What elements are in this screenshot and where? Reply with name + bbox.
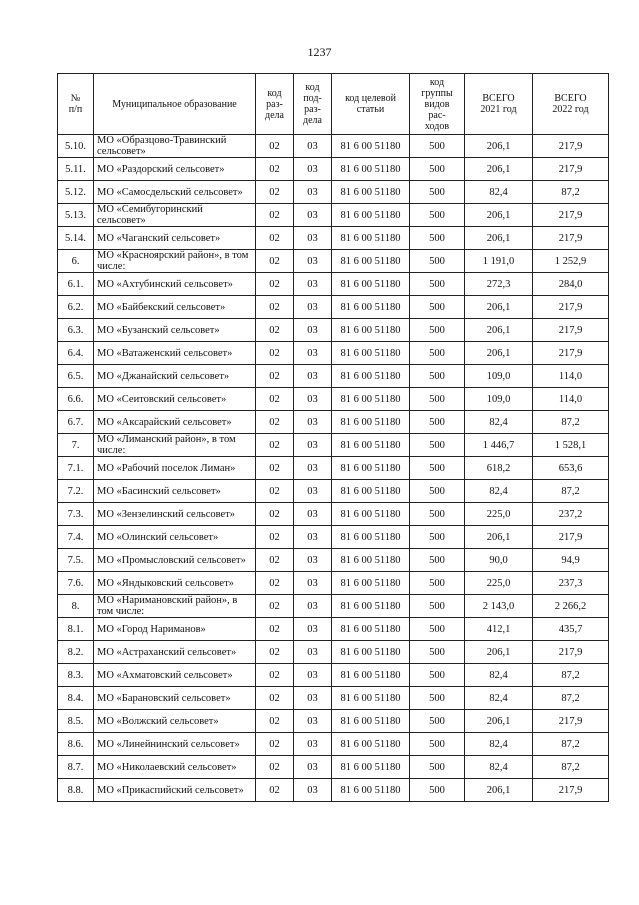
total-2021: 206,1 <box>465 319 533 342</box>
total-2022: 1 528,1 <box>533 434 609 457</box>
razdel-code: 02 <box>256 273 294 296</box>
target-article-code: 81 6 00 51180 <box>332 526 410 549</box>
header-total-2021: ВСЕГО 2021 год <box>465 74 533 135</box>
table-row <box>58 158 609 181</box>
row-number: 6.5. <box>58 365 94 388</box>
total-2021: 1 446,7 <box>465 434 533 457</box>
table-row <box>58 618 609 641</box>
table-row <box>58 756 609 779</box>
podrazdel-code: 03 <box>294 319 332 342</box>
municipality-name: МО «Джанайский сельсовет» <box>94 365 256 388</box>
total-2022: 87,2 <box>533 733 609 756</box>
expense-group-code: 500 <box>410 756 465 779</box>
row-number: 8.3. <box>58 664 94 687</box>
razdel-code: 02 <box>256 549 294 572</box>
podrazdel-code: 03 <box>294 204 332 227</box>
podrazdel-code: 03 <box>294 273 332 296</box>
expense-group-code: 500 <box>410 549 465 572</box>
municipality-name: МО «Ахтубинский сельсовет» <box>94 273 256 296</box>
razdel-code: 02 <box>256 480 294 503</box>
total-2022: 217,9 <box>533 641 609 664</box>
table-row <box>58 388 609 411</box>
podrazdel-code: 03 <box>294 549 332 572</box>
podrazdel-code: 03 <box>294 296 332 319</box>
expense-group-code: 500 <box>410 710 465 733</box>
municipality-name: МО «Барановский сельсовет» <box>94 687 256 710</box>
total-2021: 206,1 <box>465 779 533 802</box>
total-2021: 206,1 <box>465 227 533 250</box>
podrazdel-code: 03 <box>294 641 332 664</box>
podrazdel-code: 03 <box>294 480 332 503</box>
total-2022: 217,9 <box>533 204 609 227</box>
table-row <box>58 641 609 664</box>
total-2022: 2 266,2 <box>533 595 609 618</box>
target-article-code: 81 6 00 51180 <box>332 204 410 227</box>
total-2022: 217,9 <box>533 227 609 250</box>
target-article-code: 81 6 00 51180 <box>332 296 410 319</box>
razdel-code: 02 <box>256 503 294 526</box>
total-2021: 109,0 <box>465 365 533 388</box>
municipality-name: МО «Волжский сельсовет» <box>94 710 256 733</box>
podrazdel-code: 03 <box>294 434 332 457</box>
target-article-code: 81 6 00 51180 <box>332 664 410 687</box>
razdel-code: 02 <box>256 756 294 779</box>
total-2022: 87,2 <box>533 411 609 434</box>
expense-group-code: 500 <box>410 158 465 181</box>
target-article-code: 81 6 00 51180 <box>332 618 410 641</box>
row-number: 8.5. <box>58 710 94 733</box>
total-2022: 87,2 <box>533 687 609 710</box>
total-2021: 82,4 <box>465 480 533 503</box>
header-razdel: код раз- дела <box>256 74 294 135</box>
expense-group-code: 500 <box>410 526 465 549</box>
target-article-code: 81 6 00 51180 <box>332 457 410 480</box>
municipality-name: МО «Астраханский сельсовет» <box>94 641 256 664</box>
total-2022: 217,9 <box>533 710 609 733</box>
razdel-code: 02 <box>256 664 294 687</box>
table-row <box>58 250 609 273</box>
table-row <box>58 779 609 802</box>
total-2021: 2 143,0 <box>465 595 533 618</box>
target-article-code: 81 6 00 51180 <box>332 181 410 204</box>
table-row <box>58 733 609 756</box>
row-number: 6.6. <box>58 388 94 411</box>
razdel-code: 02 <box>256 411 294 434</box>
total-2022: 217,9 <box>533 779 609 802</box>
podrazdel-code: 03 <box>294 227 332 250</box>
total-2022: 217,9 <box>533 296 609 319</box>
row-number: 7. <box>58 434 94 457</box>
row-number: 7.4. <box>58 526 94 549</box>
header-num: № п/п <box>58 74 94 135</box>
row-number: 5.13. <box>58 204 94 227</box>
municipality-name: МО «Ватаженский сельсовет» <box>94 342 256 365</box>
expense-group-code: 500 <box>410 204 465 227</box>
razdel-code: 02 <box>256 710 294 733</box>
podrazdel-code: 03 <box>294 365 332 388</box>
row-number: 5.12. <box>58 181 94 204</box>
expense-group-code: 500 <box>410 664 465 687</box>
municipality-name: МО «Олинский сельсовет» <box>94 526 256 549</box>
razdel-code: 02 <box>256 227 294 250</box>
target-article-code: 81 6 00 51180 <box>332 342 410 365</box>
row-number: 6. <box>58 250 94 273</box>
expense-group-code: 500 <box>410 273 465 296</box>
total-2021: 206,1 <box>465 204 533 227</box>
row-number: 6.7. <box>58 411 94 434</box>
target-article-code: 81 6 00 51180 <box>332 710 410 733</box>
total-2022: 87,2 <box>533 756 609 779</box>
table-row <box>58 434 609 457</box>
target-article-code: 81 6 00 51180 <box>332 319 410 342</box>
row-number: 7.2. <box>58 480 94 503</box>
podrazdel-code: 03 <box>294 572 332 595</box>
expense-group-code: 500 <box>410 319 465 342</box>
target-article-code: 81 6 00 51180 <box>332 595 410 618</box>
razdel-code: 02 <box>256 434 294 457</box>
total-2021: 82,4 <box>465 687 533 710</box>
total-2021: 82,4 <box>465 733 533 756</box>
row-number: 8.7. <box>58 756 94 779</box>
municipality-name: МО «Басинский сельсовет» <box>94 480 256 503</box>
total-2021: 412,1 <box>465 618 533 641</box>
expense-group-code: 500 <box>410 687 465 710</box>
expense-group-code: 500 <box>410 733 465 756</box>
budget-table <box>57 73 609 802</box>
total-2022: 94,9 <box>533 549 609 572</box>
razdel-code: 02 <box>256 319 294 342</box>
podrazdel-code: 03 <box>294 250 332 273</box>
total-2022: 114,0 <box>533 365 609 388</box>
podrazdel-code: 03 <box>294 618 332 641</box>
table-row <box>58 227 609 250</box>
expense-group-code: 500 <box>410 296 465 319</box>
total-2021: 82,4 <box>465 756 533 779</box>
target-article-code: 81 6 00 51180 <box>332 549 410 572</box>
row-number: 8. <box>58 595 94 618</box>
table-row <box>58 710 609 733</box>
header-gruppa: код группы видов рас- ходов <box>410 74 465 135</box>
table-row <box>58 365 609 388</box>
expense-group-code: 500 <box>410 434 465 457</box>
municipality-name: МО «Зензелинский сельсовет» <box>94 503 256 526</box>
target-article-code: 81 6 00 51180 <box>332 250 410 273</box>
target-article-code: 81 6 00 51180 <box>332 273 410 296</box>
podrazdel-code: 03 <box>294 710 332 733</box>
razdel-code: 02 <box>256 250 294 273</box>
expense-group-code: 500 <box>410 480 465 503</box>
header-statya: код целевой статьи <box>332 74 410 135</box>
razdel-code: 02 <box>256 204 294 227</box>
expense-group-code: 500 <box>410 411 465 434</box>
expense-group-code: 500 <box>410 388 465 411</box>
target-article-code: 81 6 00 51180 <box>332 687 410 710</box>
podrazdel-code: 03 <box>294 664 332 687</box>
municipality-name: МО «Раздорский сельсовет» <box>94 158 256 181</box>
municipality-name: МО «Аксарайский сельсовет» <box>94 411 256 434</box>
target-article-code: 81 6 00 51180 <box>332 480 410 503</box>
podrazdel-code: 03 <box>294 756 332 779</box>
podrazdel-code: 03 <box>294 595 332 618</box>
row-number: 6.3. <box>58 319 94 342</box>
total-2021: 206,1 <box>465 135 533 158</box>
total-2021: 206,1 <box>465 710 533 733</box>
razdel-code: 02 <box>256 779 294 802</box>
table-row <box>58 273 609 296</box>
total-2021: 1 191,0 <box>465 250 533 273</box>
row-number: 5.11. <box>58 158 94 181</box>
razdel-code: 02 <box>256 572 294 595</box>
total-2022: 114,0 <box>533 388 609 411</box>
table-row <box>58 595 609 618</box>
expense-group-code: 500 <box>410 595 465 618</box>
table-row <box>58 319 609 342</box>
razdel-code: 02 <box>256 158 294 181</box>
table-row <box>58 526 609 549</box>
page-number: 1237 <box>307 45 332 59</box>
total-2022: 87,2 <box>533 664 609 687</box>
razdel-code: 02 <box>256 526 294 549</box>
table-row <box>58 411 609 434</box>
target-article-code: 81 6 00 51180 <box>332 158 410 181</box>
row-number: 8.4. <box>58 687 94 710</box>
razdel-code: 02 <box>256 641 294 664</box>
expense-group-code: 500 <box>410 572 465 595</box>
expense-group-code: 500 <box>410 227 465 250</box>
total-2022: 217,9 <box>533 342 609 365</box>
total-2021: 618,2 <box>465 457 533 480</box>
target-article-code: 81 6 00 51180 <box>332 641 410 664</box>
expense-group-code: 500 <box>410 342 465 365</box>
total-2022: 284,0 <box>533 273 609 296</box>
table-row <box>58 687 609 710</box>
municipality-name: МО «Прикаспийский сельсовет» <box>94 779 256 802</box>
total-2022: 237,3 <box>533 572 609 595</box>
podrazdel-code: 03 <box>294 457 332 480</box>
row-number: 6.2. <box>58 296 94 319</box>
table-row <box>58 135 609 158</box>
municipality-name: МО «Наримановский район», в том числе: <box>94 595 256 618</box>
row-number: 6.4. <box>58 342 94 365</box>
table-row <box>58 296 609 319</box>
target-article-code: 81 6 00 51180 <box>332 365 410 388</box>
row-number: 8.1. <box>58 618 94 641</box>
expense-group-code: 500 <box>410 365 465 388</box>
total-2021: 272,3 <box>465 273 533 296</box>
row-number: 7.3. <box>58 503 94 526</box>
row-number: 5.10. <box>58 135 94 158</box>
total-2021: 82,4 <box>465 181 533 204</box>
total-2022: 217,9 <box>533 319 609 342</box>
row-number: 7.6. <box>58 572 94 595</box>
table-row <box>58 204 609 227</box>
municipality-name: МО «Линейнинский сельсовет» <box>94 733 256 756</box>
total-2021: 82,4 <box>465 664 533 687</box>
podrazdel-code: 03 <box>294 733 332 756</box>
razdel-code: 02 <box>256 595 294 618</box>
total-2021: 82,4 <box>465 411 533 434</box>
target-article-code: 81 6 00 51180 <box>332 779 410 802</box>
podrazdel-code: 03 <box>294 181 332 204</box>
expense-group-code: 500 <box>410 779 465 802</box>
row-number: 8.6. <box>58 733 94 756</box>
header-name: Муниципальное образование <box>94 74 256 135</box>
municipality-name: МО «Образцово-Травинский сельсовет» <box>94 135 256 158</box>
table-row <box>58 181 609 204</box>
podrazdel-code: 03 <box>294 411 332 434</box>
expense-group-code: 500 <box>410 641 465 664</box>
target-article-code: 81 6 00 51180 <box>332 388 410 411</box>
razdel-code: 02 <box>256 181 294 204</box>
municipality-name: МО «Николаевский сельсовет» <box>94 756 256 779</box>
municipality-name: МО «Красноярский район», в том числе: <box>94 250 256 273</box>
target-article-code: 81 6 00 51180 <box>332 135 410 158</box>
expense-group-code: 500 <box>410 503 465 526</box>
total-2021: 225,0 <box>465 503 533 526</box>
municipality-name: МО «Рабочий поселок Лиман» <box>94 457 256 480</box>
total-2021: 109,0 <box>465 388 533 411</box>
table-row <box>58 342 609 365</box>
expense-group-code: 500 <box>410 250 465 273</box>
podrazdel-code: 03 <box>294 687 332 710</box>
podrazdel-code: 03 <box>294 135 332 158</box>
total-2021: 225,0 <box>465 572 533 595</box>
row-number: 7.1. <box>58 457 94 480</box>
row-number: 8.8. <box>58 779 94 802</box>
razdel-code: 02 <box>256 135 294 158</box>
total-2022: 217,9 <box>533 158 609 181</box>
target-article-code: 81 6 00 51180 <box>332 227 410 250</box>
municipality-name: МО «Яндыковский сельсовет» <box>94 572 256 595</box>
row-number: 8.2. <box>58 641 94 664</box>
municipality-name: МО «Чаганский сельсовет» <box>94 227 256 250</box>
razdel-code: 02 <box>256 733 294 756</box>
municipality-name: МО «Самосдельский сельсовет» <box>94 181 256 204</box>
header-podrazdel: код под- раз- дела <box>294 74 332 135</box>
total-2022: 87,2 <box>533 480 609 503</box>
podrazdel-code: 03 <box>294 526 332 549</box>
table-row <box>58 549 609 572</box>
expense-group-code: 500 <box>410 457 465 480</box>
razdel-code: 02 <box>256 687 294 710</box>
municipality-name: МО «Промысловский сельсовет» <box>94 549 256 572</box>
row-number: 5.14. <box>58 227 94 250</box>
razdel-code: 02 <box>256 388 294 411</box>
target-article-code: 81 6 00 51180 <box>332 756 410 779</box>
podrazdel-code: 03 <box>294 503 332 526</box>
header-total-2022: ВСЕГО 2022 год <box>533 74 609 135</box>
target-article-code: 81 6 00 51180 <box>332 434 410 457</box>
total-2021: 206,1 <box>465 158 533 181</box>
row-number: 7.5. <box>58 549 94 572</box>
total-2022: 435,7 <box>533 618 609 641</box>
podrazdel-code: 03 <box>294 388 332 411</box>
target-article-code: 81 6 00 51180 <box>332 733 410 756</box>
municipality-name: МО «Сеитовский сельсовет» <box>94 388 256 411</box>
razdel-code: 02 <box>256 618 294 641</box>
total-2022: 237,2 <box>533 503 609 526</box>
total-2021: 206,1 <box>465 641 533 664</box>
target-article-code: 81 6 00 51180 <box>332 503 410 526</box>
table-row <box>58 457 609 480</box>
podrazdel-code: 03 <box>294 342 332 365</box>
municipality-name: МО «Лиманский район», в том числе: <box>94 434 256 457</box>
table-body <box>58 135 609 802</box>
total-2022: 653,6 <box>533 457 609 480</box>
total-2022: 1 252,9 <box>533 250 609 273</box>
total-2021: 206,1 <box>465 526 533 549</box>
municipality-name: МО «Байбекский сельсовет» <box>94 296 256 319</box>
expense-group-code: 500 <box>410 181 465 204</box>
municipality-name: МО «Ахматовский сельсовет» <box>94 664 256 687</box>
total-2021: 90,0 <box>465 549 533 572</box>
podrazdel-code: 03 <box>294 779 332 802</box>
municipality-name: МО «Семибугоринский сельсовет» <box>94 204 256 227</box>
row-number: 6.1. <box>58 273 94 296</box>
municipality-name: МО «Бузанский сельсовет» <box>94 319 256 342</box>
target-article-code: 81 6 00 51180 <box>332 572 410 595</box>
total-2022: 87,2 <box>533 181 609 204</box>
municipality-name: МО «Город Нариманов» <box>94 618 256 641</box>
razdel-code: 02 <box>256 296 294 319</box>
total-2021: 206,1 <box>465 342 533 365</box>
table-row <box>58 572 609 595</box>
table-row <box>58 664 609 687</box>
expense-group-code: 500 <box>410 135 465 158</box>
total-2022: 217,9 <box>533 135 609 158</box>
target-article-code: 81 6 00 51180 <box>332 411 410 434</box>
total-2021: 206,1 <box>465 296 533 319</box>
podrazdel-code: 03 <box>294 158 332 181</box>
razdel-code: 02 <box>256 342 294 365</box>
expense-group-code: 500 <box>410 618 465 641</box>
total-2022: 217,9 <box>533 526 609 549</box>
table-header <box>58 74 609 135</box>
razdel-code: 02 <box>256 457 294 480</box>
table-row <box>58 503 609 526</box>
table-row <box>58 480 609 503</box>
razdel-code: 02 <box>256 365 294 388</box>
